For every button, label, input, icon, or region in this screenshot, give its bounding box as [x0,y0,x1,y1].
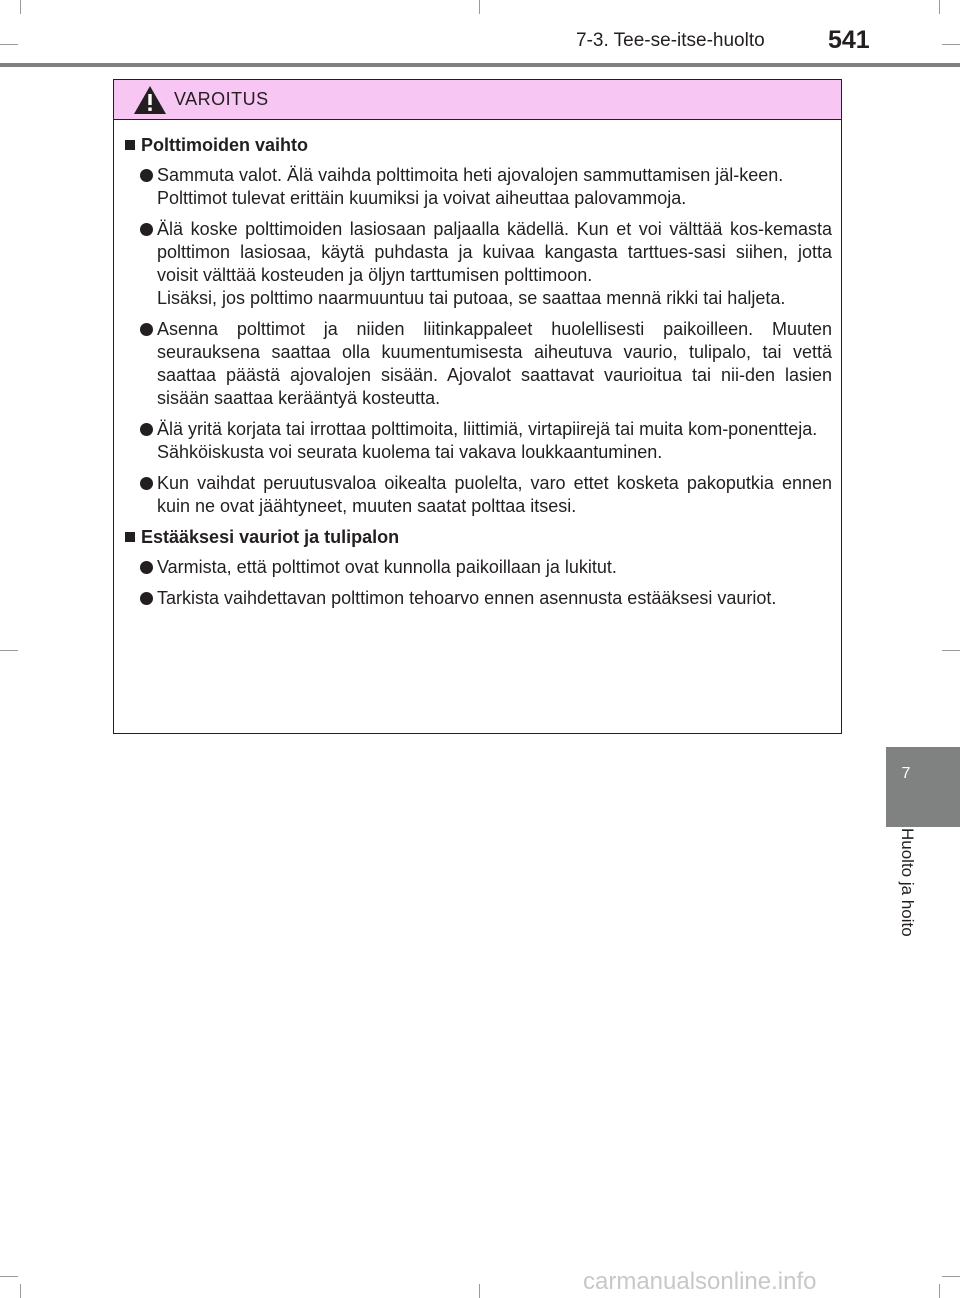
watermark: carmanualsonline.info [583,1268,817,1295]
bullet-text [157,556,832,579]
crop-mark [20,0,21,14]
crop-mark [942,44,960,45]
bullet-item [140,472,832,518]
page-number: 541 [828,26,870,54]
crop-mark [942,650,960,651]
crop-mark [479,0,480,14]
bullet-paragraph: Sammuta valot. Älä vaihda polttimoita heti ajovalojen sammuttamisen jäl-keen. [157,165,784,185]
square-bullet-icon [125,532,135,542]
warning-triangle-icon [133,85,167,115]
crop-mark [0,1276,18,1277]
bullet-text [157,587,832,610]
round-bullet-icon [140,223,153,236]
chapter-label: Huolto ja hoito [898,828,917,937]
crop-mark [939,1284,940,1298]
warning-body [114,120,841,610]
warning-header [114,80,841,120]
bullet-paragraph: Tarkista vaihdettavan polttimon tehoarvo ennen asennusta estääksesi vauriot. [157,588,777,608]
bullet-paragraph: Älä yritä korjata tai irrottaa polttimoita, liittimiä, virtapiirejä tai muita kom-ponentteja. [157,419,818,439]
bullet-item [140,318,832,410]
crop-mark [20,1284,21,1298]
round-bullet-icon [140,592,153,605]
bullet-paragraph: Sähköiskusta voi seurata kuolema tai vakava loukkaantuminen. [157,442,663,462]
chapter-tab [886,747,960,827]
bullet-item [140,418,832,464]
crop-mark [479,1284,480,1298]
bullet-text [157,418,832,464]
bullet-item [140,164,832,210]
bullet-paragraph: Polttimot tulevat erittäin kuumiksi ja voivat aiheuttaa palovammoja. [157,188,687,208]
round-bullet-icon [140,423,153,436]
header-rule [0,63,960,67]
bullet-paragraph: Lisäksi, jos polttimo naarmuuntuu tai putoaa, se saattaa mennä rikki tai haljeta. [157,288,786,308]
round-bullet-icon [140,323,153,336]
bullet-item [140,218,832,310]
chapter-number: 7 [901,765,911,782]
crop-mark [0,650,18,651]
bullet-text [157,164,832,210]
warning-title: VAROITUS [174,89,269,109]
bullet-item [140,587,832,610]
bullet-text [157,318,832,410]
bullet-paragraph: Älä koske polttimoiden lasiosaan paljaalla kädellä. Kun et voi välttää kos-kemasta polttimon lasiosaa, käytä puhdasta ja kuivaa kangasta tarttues-sasi siihen, jotta voisit välttää kosteuden ja öljyn tarttumisen polttimoon. [157,219,832,285]
section-heading-text: Polttimoiden vaihto [141,135,309,155]
bullet-text [157,472,832,518]
round-bullet-icon [140,477,153,490]
section-title: 7-3. Tee-se-itse-huolto [576,30,765,51]
bullet-paragraph: Kun vaihdat peruutusvaloa oikealta puolelta, varo ettet kosketa pakoputkia ennen kuin ne ovat jäähtyneet, muuten saatat polttaa itsesi. [157,473,832,516]
section-heading [125,526,832,549]
section-heading-text: Estääksesi vauriot ja tulipalon [141,527,400,547]
bullet-text [157,218,832,310]
crop-mark [942,1276,960,1277]
bullet-paragraph: Asenna polttimot ja niiden liitinkappaleet huolellisesti paikoilleen. Muuten seurauksena saattaa olla kuumentumisesta aiheutuva vaurio, tulipalo, tai vettä saattaa päästä ajovalojen sisään. Ajovalot saattavat vaurioitua tai nii-den lasien sisään saattaa kerääntyä kosteutta. [157,319,832,408]
round-bullet-icon [140,561,153,574]
round-bullet-icon [140,169,153,182]
bullet-paragraph: Varmista, että polttimot ovat kunnolla paikoillaan ja lukitut. [157,557,617,577]
warning-box [113,79,842,734]
crop-mark [939,0,940,14]
section-heading [125,134,832,157]
crop-mark [0,44,18,45]
square-bullet-icon [125,140,135,150]
bullet-item [140,556,832,579]
